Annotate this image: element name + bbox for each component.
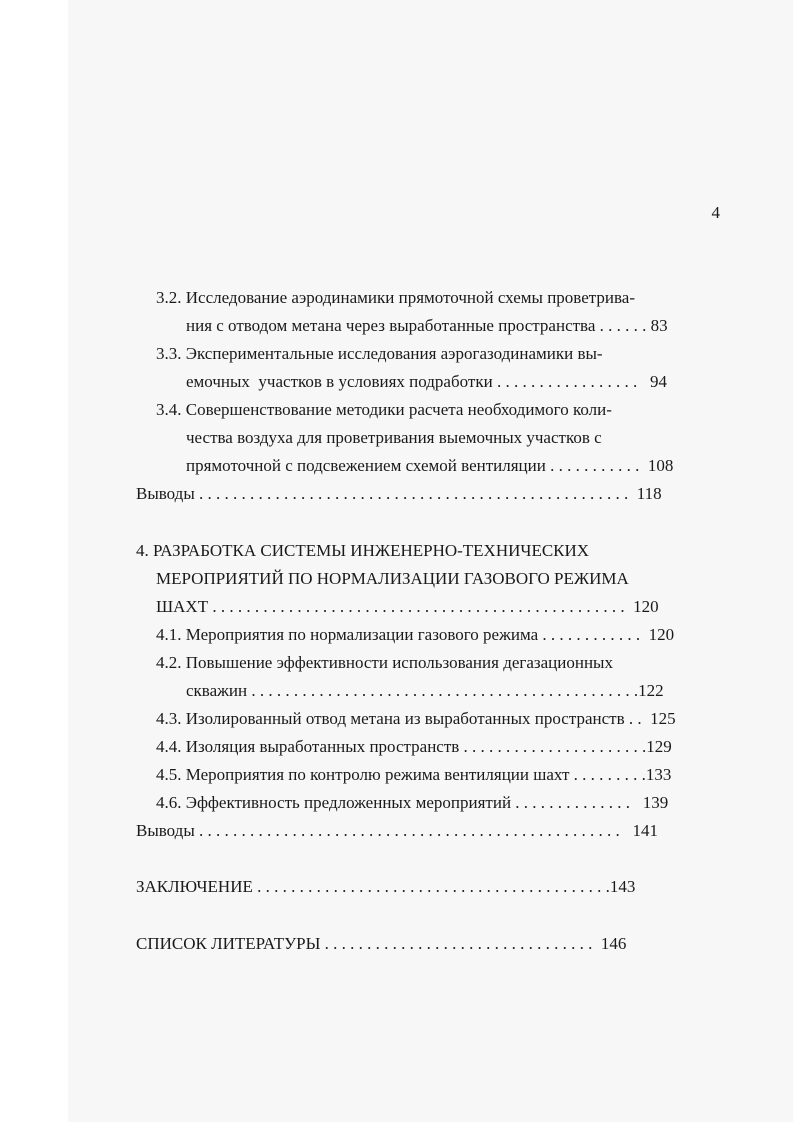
toc-entry-3-2-line-1: 3.2. Исследование аэродинамики прямоточной схемы проветрива- — [156, 288, 636, 307]
toc-entry-4-2-line-1: 4.2. Повышение эффективности использования дегазационных — [156, 653, 613, 672]
toc-entry-chapter-4-line-3: ШАХТ . . . . . . . . . . . . . . . . . . . . . . . . . . . . . . . . . . . . . . . . . . . . . . . . . 120 — [156, 597, 659, 616]
toc-entry-references: СПИСОК ЛИТЕРАТУРЫ . . . . . . . . . . . . . . . . . . . . . . . . . . . . . . . . 146 — [136, 934, 627, 953]
toc-entry-3-3-line-2: емочных участков в условиях подработки . . . . . . . . . . . . . . . . . 94 — [186, 372, 667, 391]
toc-entry-conclusions-4: Выводы . . . . . . . . . . . . . . . . . . . . . . . . . . . . . . . . . . . . . . . . . . . . . . . . . . 141 — [136, 821, 659, 840]
toc-entry-3-3-line-1: 3.3. Экспериментальные исследования аэрогазодинамики вы- — [156, 344, 603, 363]
toc-entry-4-3: 4.3. Изолированный отвод метана из выработанных пространств . . 125 — [156, 709, 676, 728]
toc-entry-4-2-line-2: скважин . . . . . . . . . . . . . . . . . . . . . . . . . . . . . . . . . . . . . . . . . . . . . .122 — [186, 681, 664, 700]
toc-entry-4-1: 4.1. Мероприятия по нормализации газового режима . . . . . . . . . . . . 120 — [156, 625, 675, 644]
toc-entry-4-5: 4.5. Мероприятия по контролю режима вентиляции шахт . . . . . . . . .133 — [156, 765, 672, 784]
toc-entry-4-4: 4.4. Изоляция выработанных пространств . . . . . . . . . . . . . . . . . . . . . .129 — [156, 737, 672, 756]
toc-entry-conclusions-3: Выводы . . . . . . . . . . . . . . . . . . . . . . . . . . . . . . . . . . . . . . . . . . . . . . . . . . . 118 — [136, 484, 662, 503]
toc-entry-3-4-line-2: чества воздуха для проветривания выемочных участков с — [186, 428, 602, 447]
toc-entry-3-4-line-3: прямоточной с подсвежением схемой вентиляции . . . . . . . . . . . 108 — [186, 456, 674, 475]
toc-entry-conclusion: ЗАКЛЮЧЕНИЕ . . . . . . . . . . . . . . . . . . . . . . . . . . . . . . . . . . . . . . . . . .143 — [136, 877, 636, 896]
toc-entry-3-4-line-1: 3.4. Совершенствование методики расчета необходимого коли- — [156, 400, 612, 419]
toc-entry-chapter-4-line-2: МЕРОПРИЯТИЙ ПО НОРМАЛИЗАЦИИ ГАЗОВОГО РЕЖИМА — [156, 569, 629, 588]
toc-entry-4-6: 4.6. Эффективность предложенных мероприятий . . . . . . . . . . . . . . 139 — [156, 793, 669, 812]
page-number: 4 — [711, 203, 720, 222]
toc-entry-chapter-4-line-1: 4. РАЗРАБОТКА СИСТЕМЫ ИНЖЕНЕРНО-ТЕХНИЧЕСКИХ — [136, 541, 590, 560]
toc-entry-3-2-line-2: ния с отводом метана через выработанные пространства . . . . . . 83 — [186, 316, 668, 335]
